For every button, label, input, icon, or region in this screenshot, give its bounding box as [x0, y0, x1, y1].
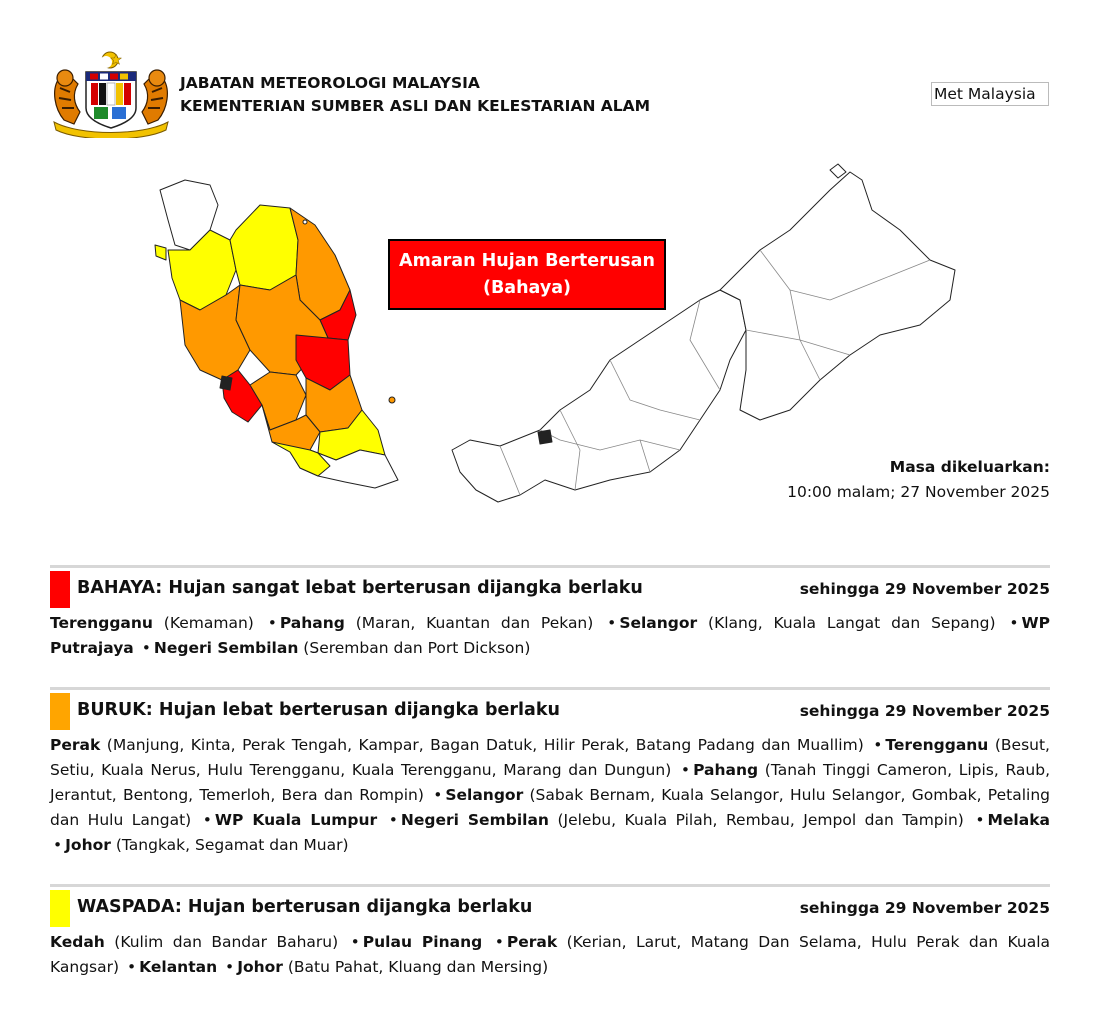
- section-header: [50, 690, 1050, 727]
- warning-section-bahaya: [50, 565, 1050, 661]
- section-header: [50, 887, 1050, 924]
- bullet-separator: •: [126, 958, 137, 976]
- area-districts: (Maran, Kuantan dan Pekan): [344, 614, 605, 632]
- section-until: sehingga 29 November 2025: [799, 702, 1050, 720]
- bullet-separator: •: [225, 958, 235, 976]
- bullet-separator: •: [350, 933, 360, 951]
- warning-section-waspada: [50, 884, 1050, 980]
- area-districts: (Kemaman): [152, 614, 265, 632]
- issued-time-block: [787, 455, 1050, 505]
- area-districts: (Tanah Tinggi Cameron, Lipis, Raub, Jerantut, Bentong, Temerloh, Bera dan Rompin): [50, 761, 1050, 804]
- bullet-separator: •: [1009, 614, 1019, 632]
- bullet-separator: •: [388, 811, 398, 829]
- warning-section-buruk: [50, 687, 1050, 858]
- area-state: Terengganu: [50, 614, 153, 632]
- bullet-separator: •: [494, 933, 504, 951]
- issued-label: Masa dikeluarkan:: [889, 458, 1050, 476]
- bullet-separator: •: [680, 761, 691, 779]
- area-districts: (Kerian, Larut, Matang Dan Selama, Hulu Perak dan Kuala Kangsar): [50, 933, 1051, 976]
- area-state: Melaka: [987, 811, 1050, 829]
- area-districts: (Klang, Kuala Langat dan Sepang): [697, 614, 1007, 632]
- organisation-heading: [180, 72, 650, 118]
- area-districts: (Tangkak, Segamat dan Muar): [110, 836, 349, 854]
- area-state: Pahang: [693, 761, 759, 779]
- map-region-sabah: [720, 172, 955, 420]
- malaysia-coat-of-arms-icon: [50, 50, 172, 138]
- area-districts: (Besut, Setiu, Kuala Nerus, Hulu Terengganu, Kuala Terengganu, Marang dan Dungun): [50, 736, 1050, 779]
- area-state: Negeri Sembilan: [400, 811, 549, 829]
- area-districts: (Manjung, Kinta, Perak Tengah, Kampar, Bagan Datuk, Hilir Perak, Batang Padang dan Muallim): [100, 736, 871, 754]
- bullet-separator: •: [433, 786, 443, 804]
- met-malaysia-logo: Met Malaysia: [931, 82, 1049, 106]
- bullet-separator: •: [975, 811, 985, 829]
- bullet-separator: •: [202, 811, 212, 829]
- section-areas: [50, 930, 1050, 980]
- area-districts: (Seremban dan Port Dickson): [298, 639, 531, 657]
- section-header: [50, 568, 1050, 605]
- issued-time: 10:00 malam; 27 November 2025: [787, 483, 1050, 501]
- area-state: WP Putrajaya: [50, 614, 1050, 657]
- area-state: Pulau Pinang: [362, 933, 483, 951]
- level-color-swatch: [50, 890, 70, 927]
- area-state: Perak: [50, 736, 101, 754]
- bullet-separator: •: [607, 614, 617, 632]
- area-state: Kelantan: [139, 958, 218, 976]
- section-title: BURUK: Hujan lebat berterusan dijangka berlaku: [77, 700, 560, 720]
- bullet-separator: •: [141, 639, 151, 657]
- area-state: Selangor: [445, 786, 524, 804]
- area-state: Pahang: [279, 614, 345, 632]
- ministry-name: KEMENTERIAN SUMBER ASLI DAN KELESTARIAN ALAM: [180, 97, 651, 115]
- map-region-kelantan: [230, 205, 298, 290]
- map-region-sarawak: [452, 290, 746, 502]
- area-state: Selangor: [619, 614, 698, 632]
- section-areas: [50, 733, 1050, 858]
- level-color-swatch: [50, 571, 70, 608]
- area-state: Johor: [65, 836, 111, 854]
- area-state: WP Kuala Lumpur: [214, 811, 378, 829]
- area-districts: (Jelebu, Kuala Pilah, Rembau, Jempol dan Tampin): [548, 811, 973, 829]
- area-districts: (Kulim dan Bandar Baharu): [104, 933, 348, 951]
- area-state: Terengganu: [885, 736, 989, 754]
- badge-line-1: Amaran Hujan Berterusan: [399, 250, 655, 271]
- section-until: sehingga 29 November 2025: [799, 899, 1050, 917]
- area-districts: (Batu Pahat, Kluang dan Mersing): [282, 958, 549, 976]
- area-state: Kedah: [50, 933, 105, 951]
- area-districts: (Sabak Bernam, Kuala Selangor, Hulu Selangor, Gombak, Petaling dan Hulu Langat): [50, 786, 1050, 829]
- bullet-separator: •: [873, 736, 883, 754]
- area-state: Johor: [237, 958, 283, 976]
- section-title: BAHAYA: Hujan sangat lebat berterusan dijangka berlaku: [77, 578, 643, 598]
- level-color-swatch: [50, 693, 70, 730]
- area-state: Perak: [506, 933, 558, 951]
- section-title: WASPADA: Hujan berterusan dijangka berlaku: [77, 897, 533, 917]
- section-areas: [50, 611, 1050, 661]
- bullet-separator: •: [53, 836, 63, 854]
- warning-type-badge: [388, 239, 666, 310]
- badge-line-2: (Bahaya): [482, 277, 572, 298]
- area-state: Negeri Sembilan: [153, 639, 299, 657]
- org-name: JABATAN METEOROLOGI MALAYSIA: [180, 74, 480, 92]
- bullet-separator: •: [267, 614, 277, 632]
- section-until: sehingga 29 November 2025: [799, 580, 1050, 598]
